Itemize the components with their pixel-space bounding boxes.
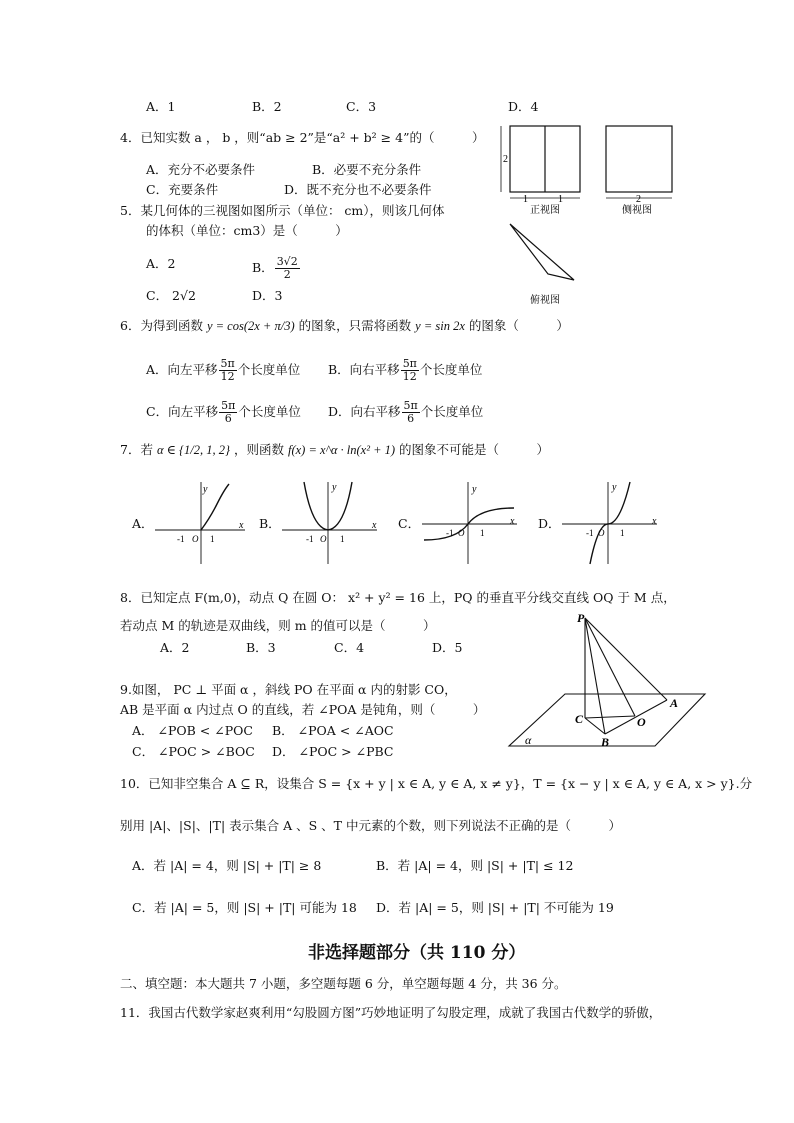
- svg-text:y: y: [332, 482, 337, 493]
- svg-text:x: x: [372, 520, 377, 531]
- q6-b-den: 12: [402, 370, 417, 383]
- q7-stem-e: 的图象不可能是（ ）: [399, 442, 550, 457]
- q10-option-a: A．若 |A| = 4，则 |S| + |T| ≥ 8: [132, 858, 322, 873]
- q3-option-b: B．2: [252, 99, 282, 114]
- svg-text:-1: -1: [306, 534, 314, 544]
- q6-source-func: y = sin 2x: [415, 319, 465, 333]
- section-instructions: 二、填空题：本大题共 7 小题，多空题每题 6 分，单空题每题 4 分，共 36 分。: [120, 976, 567, 991]
- q6-c-pre: C．向左平移: [146, 404, 219, 419]
- section-title: 非选择题部分（共 110 分）: [308, 943, 526, 963]
- pyramid-figure: [505, 612, 710, 750]
- q9-option-b: B． ∠POA < ∠AOC: [272, 723, 394, 738]
- q6-d-frac: [402, 400, 420, 425]
- q6-c-num: 5π: [221, 399, 236, 412]
- q7-func: f(x) = x^α · ln(x² + 1): [287, 443, 396, 457]
- side-dim: 2: [636, 194, 641, 205]
- q6-d-num: 5π: [403, 399, 418, 412]
- front-dim-height: 2: [503, 154, 508, 165]
- q6-c-unit: 个长度单位: [238, 404, 301, 419]
- q6-stem: [120, 318, 569, 334]
- line-po: [585, 618, 635, 716]
- q7-graph-a: [155, 478, 250, 568]
- q8-option-b: B．3: [246, 640, 276, 655]
- q4-option-a: A．充分不必要条件: [146, 162, 256, 177]
- q8-line-2: 若动点 M 的轨迹是双曲线，则 m 的值可以是（ ）: [120, 618, 436, 633]
- q6-d-pre: D．向右平移: [328, 404, 401, 419]
- q6-stem-e: 的图象（ ）: [468, 318, 569, 333]
- q5-stem-1: 5．某几何体的三视图如图所示（单位： cm），则该几何体: [120, 203, 445, 218]
- front-dim-w2: 1: [558, 194, 563, 205]
- q8-option-c: C．4: [334, 640, 365, 655]
- q7-stem-c: ，则函数: [233, 442, 284, 457]
- q5-stem-2: 的体积（单位：cm3）是（ ）: [146, 223, 348, 238]
- q9-option-a: A． ∠POB < ∠POC: [132, 723, 253, 738]
- svg-text:C: C: [575, 712, 584, 726]
- svg-text:O: O: [598, 528, 605, 538]
- q7-graph-b: [282, 478, 382, 568]
- line-cb: [585, 718, 605, 734]
- side-view-label: 侧视图: [622, 205, 652, 216]
- svg-text:P: P: [577, 611, 585, 625]
- svg-text:A: A: [670, 696, 679, 710]
- q6-stem-c: 的图象，只需将函数: [298, 318, 412, 333]
- line-co: [585, 716, 635, 718]
- q6-d-unit: 个长度单位: [420, 404, 484, 419]
- q6-option-c: [146, 400, 301, 425]
- q10-option-c: C．若 |A| = 5，则 |S| + |T| 可能为 18: [132, 900, 357, 915]
- q6-d-den: 6: [407, 412, 415, 425]
- q11-line-1: 11．我国古代数学家赵爽利用“勾股圆方图”巧妙地证明了勾股定理，成就了我国古代数学的骄傲，: [120, 1005, 662, 1020]
- q7-stem-a: 7．若: [120, 442, 153, 457]
- svg-text:y: y: [472, 484, 477, 495]
- top-view-label: 俯视图: [530, 295, 560, 306]
- q7-stem: [120, 442, 549, 458]
- side-view-rect: [606, 126, 672, 192]
- three-view-figure: [490, 120, 680, 310]
- svg-text:O: O: [458, 528, 465, 538]
- q10-option-d: D．若 |A| = 5，则 |S| + |T| 不可能为 19: [376, 900, 614, 915]
- q6-option-d: [328, 400, 483, 425]
- q6-a-pre: A．向左平移: [146, 362, 218, 377]
- q9-line-1: 9.如图， PC ⊥ 平面 α ，斜线 PO 在平面 α 内的射影 CO，: [120, 682, 457, 697]
- q9-option-d: D． ∠POC > ∠PBC: [272, 744, 394, 759]
- q9-line-2: AB 是平面 α 内过点 O 的直线，若 ∠POA 是钝角，则（ ）: [120, 702, 486, 717]
- svg-text:1: 1: [480, 528, 485, 538]
- q7-graph-c: [422, 478, 522, 568]
- front-dim-w1: 1: [523, 194, 528, 205]
- svg-text:O: O: [320, 534, 327, 544]
- svg-text:y: y: [203, 484, 208, 495]
- svg-text:O: O: [637, 715, 646, 729]
- svg-text:1: 1: [620, 528, 625, 538]
- q6-a-den: 12: [220, 370, 235, 383]
- q8-option-a: A．2: [160, 640, 190, 655]
- svg-text:-1: -1: [446, 528, 454, 538]
- q6-b-unit: 个长度单位: [419, 362, 483, 377]
- q9-option-c: C． ∠POC > ∠BOC: [132, 744, 255, 759]
- q4-option-c: C．充要条件: [146, 182, 219, 197]
- q5-b-num: 3√2: [276, 255, 298, 268]
- q5-option-b-frac: [275, 256, 300, 281]
- q5-b-den: 2: [283, 268, 291, 281]
- q6-c-den: 6: [224, 412, 232, 425]
- svg-text:x: x: [510, 516, 515, 527]
- q3-option-c: C．3: [346, 99, 377, 114]
- q3-option-d: D．4: [508, 99, 539, 114]
- q10-line-2: 别用 |A|、|S|、|T| 表示集合 A 、S 、T 中元素的个数，则下列说法不正确的是（ ）: [120, 818, 621, 833]
- q6-b-pre: B．向右平移: [328, 362, 400, 377]
- q10-option-b: B．若 |A| = 4，则 |S| + |T| ≤ 12: [376, 858, 574, 873]
- q6-target-func: y = cos(2x + π/3): [206, 319, 295, 333]
- front-view-label: 正视图: [530, 205, 560, 216]
- q6-option-b: [328, 358, 482, 383]
- q6-stem-a: 6．为得到函数: [120, 318, 203, 333]
- svg-text:-1: -1: [177, 534, 185, 544]
- q5-option-c: C． 2√2: [146, 288, 196, 303]
- q4-stem: 4．已知实数 a ， b ，则“ab ≥ 2”是“a² + b² ≥ 4”的（ ）: [120, 130, 485, 145]
- q4-option-d: D．既不充分也不必要条件: [284, 182, 432, 197]
- q10-line-1: 10．已知非空集合 A ⊆ R，设集合 S = {x + y | x ∈ A, y ∈ A, x ≠ y}，T = {x − y | x ∈ A, y ∈ A, x > y}.分: [120, 776, 753, 791]
- q7-label-c: C．: [398, 516, 421, 531]
- q5-option-b: [252, 256, 301, 281]
- q8-line-1: 8．已知定点 F(m,0)，动点 Q 在圆 O： x² + y² = 16 上，PQ 的垂直平分线交直线 OQ 于 M 点，: [120, 590, 676, 605]
- q7-label-a: A．: [132, 516, 154, 531]
- q6-b-num: 5π: [402, 357, 417, 370]
- svg-text:-1: -1: [586, 528, 594, 538]
- q7-label-b: B．: [259, 516, 281, 531]
- q3-option-a: A．1: [146, 99, 176, 114]
- q5-option-d: D．3: [252, 288, 283, 303]
- svg-text:O: O: [192, 534, 199, 544]
- q7-label-d: D．: [538, 516, 561, 531]
- q4-option-b: B．必要不充分条件: [312, 162, 422, 177]
- q5-option-b-label: B．: [252, 260, 274, 275]
- svg-text:1: 1: [340, 534, 345, 544]
- q6-b-frac: [401, 358, 419, 383]
- q6-c-frac: [219, 400, 237, 425]
- svg-text:y: y: [612, 482, 617, 493]
- svg-text:B: B: [601, 735, 610, 749]
- svg-text:1: 1: [210, 534, 215, 544]
- q6-a-frac: [219, 358, 237, 383]
- svg-text:x: x: [652, 516, 657, 527]
- q5-option-a: A．2: [146, 256, 176, 271]
- q6-a-unit: 个长度单位: [237, 362, 301, 377]
- top-view-triangle: [510, 224, 574, 280]
- svg-text:α: α: [525, 733, 532, 747]
- q7-graph-d: [562, 478, 662, 568]
- q6-option-a: [146, 358, 300, 383]
- svg-text:x: x: [239, 520, 244, 531]
- q7-alpha-set: α ∈ {1/2, 1, 2}: [156, 443, 230, 457]
- q6-a-num: 5π: [220, 357, 235, 370]
- q8-option-d: D．5: [432, 640, 463, 655]
